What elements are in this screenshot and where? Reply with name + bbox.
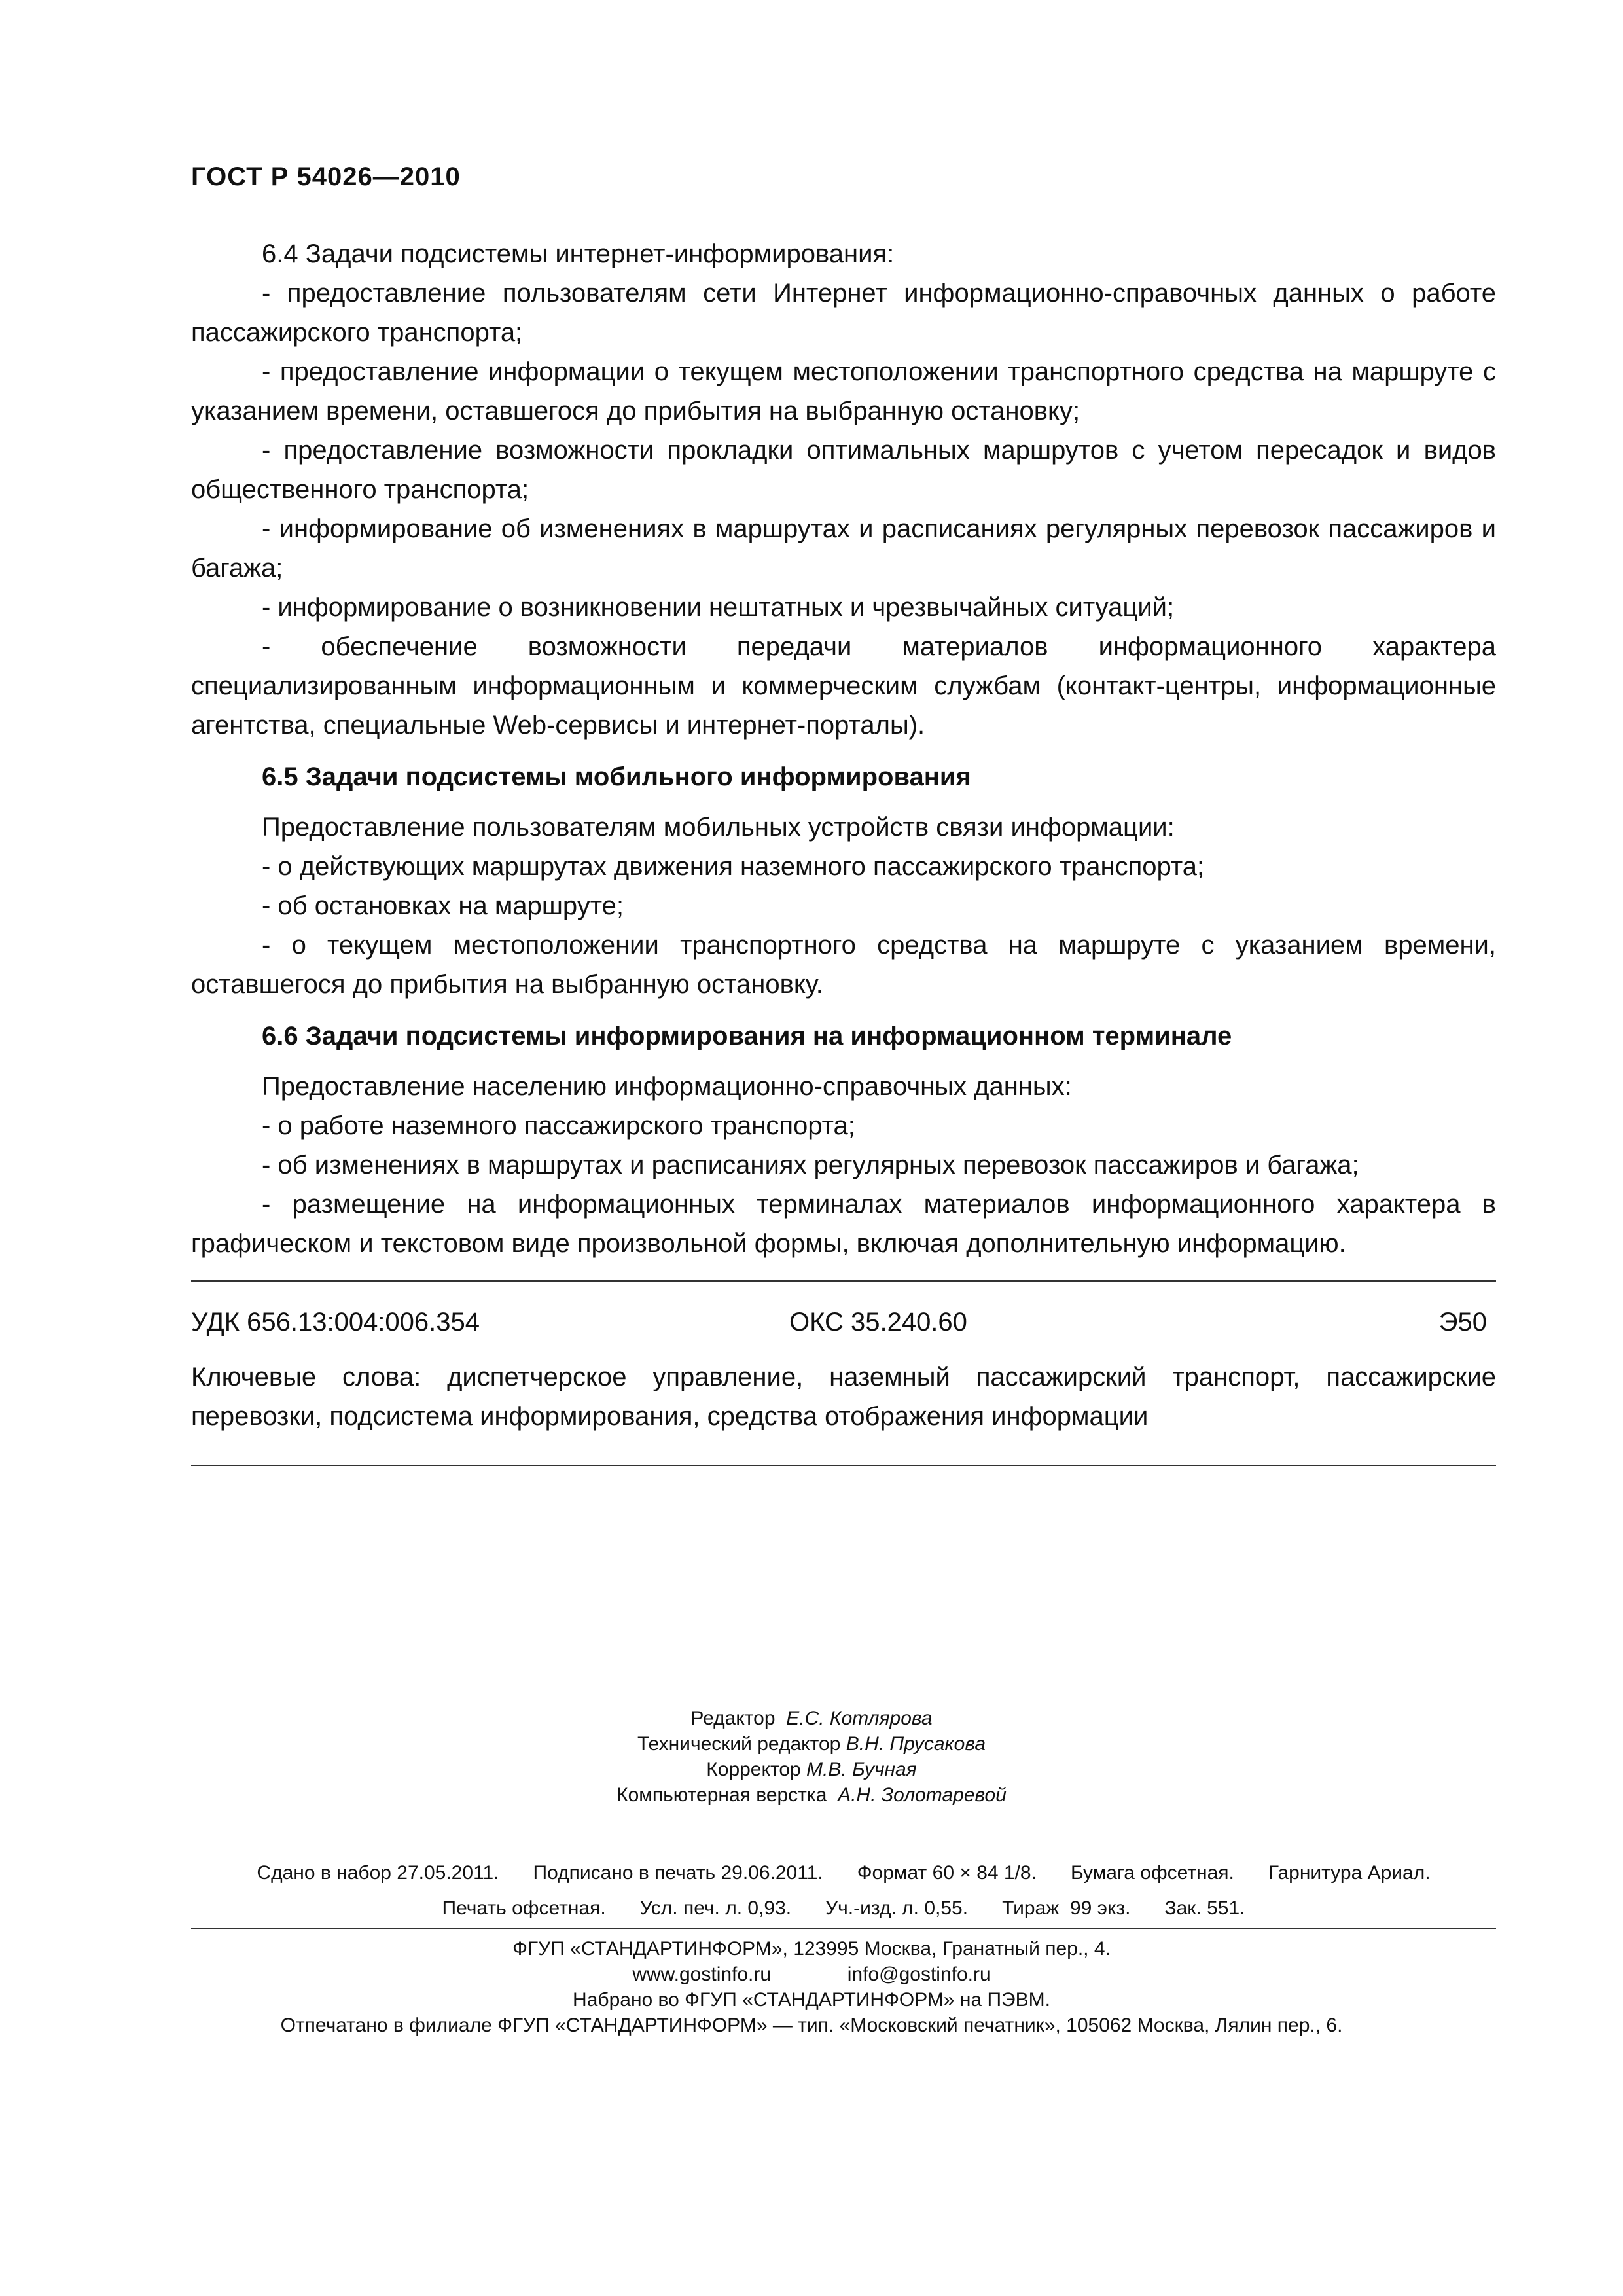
imprint-address: ФГУП «СТАНДАРТИНФОРМ», 123995 Москва, Гранатный пер., 4. bbox=[512, 1938, 1111, 1960]
list-item: - предоставление возможности прокладки оптимальных маршрутов с учетом пересадок и видов общественного транспорта; bbox=[191, 436, 1496, 504]
tech-editor-label: Технический редактор bbox=[637, 1733, 841, 1755]
imprint-typeset: Набрано во ФГУП «СТАНДАРТИНФОРМ» на ПЭВМ. bbox=[573, 1989, 1050, 2011]
pub-item: Зак. 551. bbox=[1164, 1897, 1245, 1919]
editor-line bbox=[0, 1706, 1623, 1731]
pub-item: Уч.-изд. л. 0,55. bbox=[825, 1897, 969, 1919]
website-link[interactable]: www.gostinfo.ru bbox=[632, 1964, 772, 1985]
publishing-row-1 bbox=[191, 1860, 1496, 1886]
imprint-block bbox=[0, 1936, 1623, 2038]
section-6-5-heading: 6.5 Задачи подсистемы мобильного информирования bbox=[262, 762, 971, 791]
layout-line bbox=[0, 1782, 1623, 1808]
oks-code: ОКС 35.240.60 bbox=[789, 1308, 967, 1336]
pub-item: Тираж 99 экз. bbox=[1002, 1897, 1131, 1919]
pub-item: Бумага офсетная. bbox=[1070, 1862, 1234, 1884]
list-item: - обеспечение возможности передачи материалов информационного характера специализированным информационным и коммерческим службам (контакт-центры, информационные агентства, специальные Web-сервисы и интернет-порталы). bbox=[191, 632, 1496, 740]
pub-item: Гарнитура Ариал. bbox=[1268, 1862, 1431, 1884]
list-item: - об остановках на маршруте; bbox=[262, 891, 624, 920]
list-item: - об изменениях в маршрутах и расписаниях регулярных перевозок пассажиров и багажа; bbox=[262, 1151, 1359, 1179]
publishing-row-2 bbox=[191, 1895, 1496, 1922]
udk-code: УДК 656.13:004:006.354 bbox=[191, 1308, 480, 1336]
imprint-printed: Отпечатано в филиале ФГУП «СТАНДАРТИНФОРМ» — тип. «Московский печатник», 105062 Москва, Лялин пер., 6. bbox=[280, 2015, 1343, 2036]
email-link[interactable]: info@gostinfo.ru bbox=[847, 1964, 991, 1985]
tech-editor-name: В.Н. Прусакова bbox=[846, 1733, 986, 1755]
corrector-label: Корректор bbox=[706, 1759, 801, 1780]
layout-label: Компьютерная верстка bbox=[616, 1784, 827, 1806]
list-item: - предоставление информации о текущем местоположении транспортного средства на маршруте с указанием времени, оставшегося до прибытия на выбранную остановку; bbox=[191, 357, 1496, 425]
section-6-5-intro: Предоставление пользователям мобильных устройств связи информации: bbox=[262, 813, 1175, 842]
editors-block bbox=[0, 1706, 1623, 1808]
pub-item: Подписано в печать 29.06.2011. bbox=[533, 1862, 823, 1884]
imprint-contacts bbox=[0, 1962, 1623, 1987]
list-item: - информирование об изменениях в маршрутах и расписаниях регулярных перевозок пассажиров и багажа; bbox=[191, 514, 1496, 583]
section-6-6-intro: Предоставление населению информационно-справочных данных: bbox=[262, 1072, 1072, 1101]
e-code: Э50 bbox=[1438, 1308, 1487, 1336]
pub-item: Сдано в набор 27.05.2011. bbox=[257, 1862, 499, 1884]
document-header: ГОСТ Р 54026—2010 bbox=[191, 162, 461, 191]
list-item: - о текущем местоположении транспортного средства на маршруте с указанием времени, оставшегося до прибытия на выбранную остановку. bbox=[191, 931, 1496, 999]
pub-item: Формат 60 × 84 1/8. bbox=[857, 1862, 1037, 1884]
section-6-6-heading: 6.6 Задачи подсистемы информирования на информационном терминале bbox=[262, 1022, 1232, 1050]
section-6-4-intro: 6.4 Задачи подсистемы интернет-информирования: bbox=[262, 240, 895, 268]
list-item: - размещение на информационных терминалах материалов информационного характера в графическом и текстовом виде произвольной формы, включая дополнительную информацию. bbox=[191, 1190, 1496, 1258]
corrector-name: М.В. Бучная bbox=[806, 1759, 917, 1780]
divider-bottom bbox=[191, 1465, 1496, 1466]
document-body bbox=[191, 234, 1496, 1263]
list-item: - информирование о возникновении нештатных и чрезвычайных ситуаций; bbox=[262, 593, 1175, 622]
divider-imprint bbox=[191, 1928, 1496, 1929]
divider-top bbox=[191, 1280, 1496, 1282]
corrector-line bbox=[0, 1757, 1623, 1782]
list-item: - о работе наземного пассажирского транспорта; bbox=[262, 1111, 855, 1140]
editor-label: Редактор bbox=[690, 1708, 776, 1729]
pub-item: Печать офсетная. bbox=[442, 1897, 606, 1919]
list-item: - о действующих маршрутах движения наземного пассажирского транспорта; bbox=[262, 852, 1205, 881]
layout-name: А.Н. Золотаревой bbox=[838, 1784, 1007, 1806]
pub-item: Усл. печ. л. 0,93. bbox=[639, 1897, 792, 1919]
keywords: Ключевые слова: диспетчерское управление, наземный пассажирский транспорт, пассажирские перевозки, подсистема информирования, средства отображения информации bbox=[191, 1363, 1496, 1431]
list-item: - предоставление пользователям сети Интернет информационно-справочных данных о работе пассажирского транспорта; bbox=[191, 279, 1496, 347]
editor-name: Е.С. Котлярова bbox=[786, 1708, 933, 1729]
tech-editor-line bbox=[0, 1731, 1623, 1757]
